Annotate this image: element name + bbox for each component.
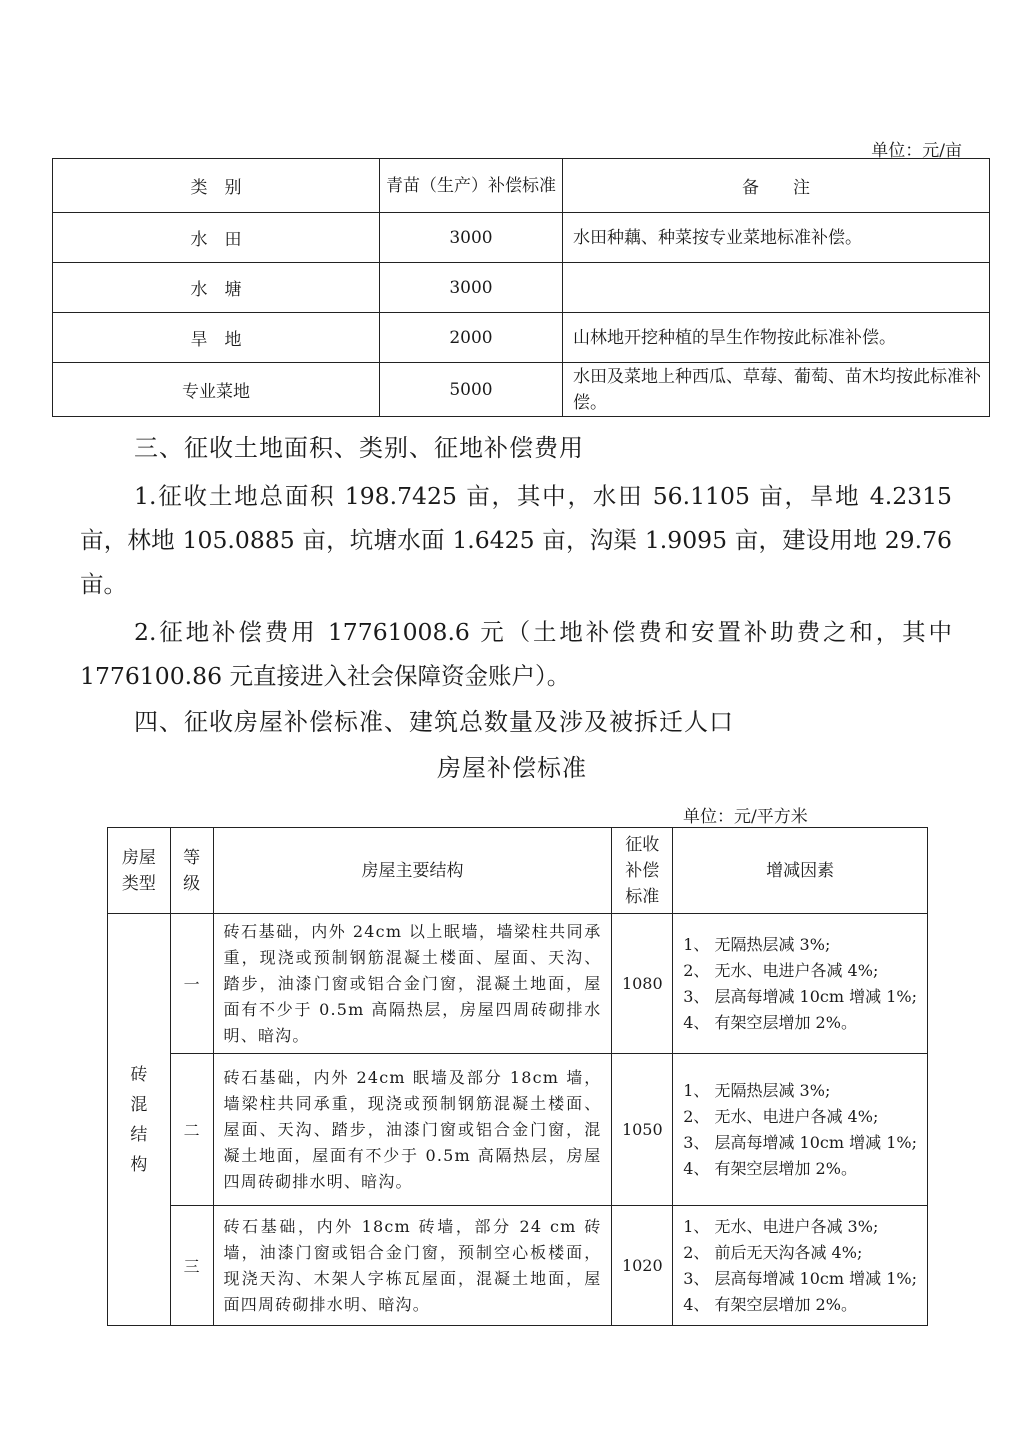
grade-cell: 二 — [170, 1054, 213, 1206]
grade-cell: 三 — [170, 1206, 213, 1326]
factors-cell — [673, 914, 928, 1054]
header-category: 类 别 — [53, 159, 380, 213]
table-row — [53, 363, 990, 417]
table1-unit: 单位：元/亩 — [871, 141, 962, 161]
factor-item: 4、 有架空层增加 2%。 — [683, 1012, 857, 1032]
section3-para2: 2.征地补偿费用 17761008.6 元（土地补偿费和安置补助费之和，其中 1776100.86 元直接进入社会保障资金账户）。 — [80, 618, 952, 690]
section3-heading: 三、征收土地面积、类别、征地补偿费用 — [134, 434, 584, 462]
factor-item: 3、 层高每增减 10cm 增减 1%; — [683, 1132, 917, 1152]
factors-cell — [673, 1054, 928, 1206]
table2-title: 房屋补偿标准 — [437, 754, 587, 782]
factor-item: 2、 无水、电进户各减 4%; — [683, 960, 879, 980]
row-standard: 3000 — [380, 263, 563, 313]
factor-item: 1、 无水、电进户各减 3%; — [683, 1216, 879, 1236]
structure-cell: 砖石基础，内外 18cm 砖墙，部分 24 cm 砖墙，油漆门窗或铝合金门窗，预制空心板楼面，现浇天沟、木架人字栋瓦屋面，混凝土地面，屋面四周砖砌排水明、暗沟。 — [213, 1206, 612, 1326]
house-compensation-table — [107, 827, 928, 1326]
crop-compensation-table — [52, 158, 990, 417]
row-category: 水 塘 — [53, 263, 380, 313]
header-house-type-text: 房屋类型 — [121, 847, 156, 894]
row-note — [563, 263, 990, 313]
row-note: 水田种藕、种菜按专业菜地标准补偿。 — [563, 213, 990, 263]
factor-item: 3、 层高每增减 10cm 增减 1%; — [683, 1268, 917, 1288]
row-standard: 3000 — [380, 213, 563, 263]
row-category: 专业菜地 — [53, 363, 380, 417]
row-standard: 2000 — [380, 313, 563, 363]
row-category: 旱 地 — [53, 313, 380, 363]
house-type-text: 砖混结构 — [130, 1064, 148, 1175]
row-standard: 5000 — [380, 363, 563, 417]
structure-cell: 砖石基础，内外 24cm 以上眠墙，墙梁柱共同承重，现浇或预制钢筋混凝土楼面、屋面、天沟、踏步，油漆门窗或铝合金门窗，混凝土地面，屋面有不少于 0.5m 高隔热层，房屋四周砖砌排水明、暗沟。 — [213, 914, 612, 1054]
header-standard — [612, 828, 673, 914]
factors-cell — [673, 1206, 928, 1326]
row-note: 山林地开挖种植的旱生作物按此标准补偿。 — [563, 313, 990, 363]
structure-cell: 砖石基础，内外 24cm 眠墙及部分 18cm 墙，墙梁柱共同承重，现浇或预制钢筋混凝土楼面、屋面、天沟、踏步，油漆门窗或铝合金门窗，混凝土地面，屋面有不少于 0.5m 高隔热层，房屋四周砖砌排水明、暗沟。 — [213, 1054, 612, 1206]
factor-item: 4、 有架空层增加 2%。 — [683, 1294, 857, 1314]
table-row — [108, 1054, 928, 1206]
standard-cell: 1080 — [612, 914, 673, 1054]
table-row — [53, 213, 990, 263]
header-structure: 房屋主要结构 — [213, 828, 612, 914]
header-factors: 增减因素 — [673, 828, 928, 914]
section4-heading: 四、征收房屋补偿标准、建筑总数量及涉及被拆迁人口 — [134, 708, 734, 736]
factor-item: 1、 无隔热层减 3%; — [683, 934, 831, 954]
factor-item: 2、 前后无天沟各减 4%; — [683, 1242, 863, 1262]
table-row — [53, 313, 990, 363]
table-row — [108, 1206, 928, 1326]
factor-item: 4、 有架空层增加 2%。 — [683, 1158, 857, 1178]
factor-item: 2、 无水、电进户各减 4%; — [683, 1106, 879, 1126]
table-row — [108, 914, 928, 1054]
standard-cell: 1020 — [612, 1206, 673, 1326]
table-row — [53, 263, 990, 313]
table-header-row — [108, 828, 928, 914]
factor-item: 3、 层高每增减 10cm 增减 1%; — [683, 986, 917, 1006]
row-note: 水田及菜地上种西瓜、草莓、葡萄、苗木均按此标准补偿。 — [563, 363, 990, 417]
header-grade — [170, 828, 213, 914]
house-type-cell — [108, 914, 171, 1326]
table2-unit: 单位：元/平方米 — [683, 807, 808, 827]
header-grade-text: 等级 — [183, 847, 201, 894]
factor-item: 1、 无隔热层减 3%; — [683, 1080, 831, 1100]
header-note: 备 注 — [563, 159, 990, 213]
header-standard: 青苗（生产）补偿标准 — [380, 159, 563, 213]
row-category: 水 田 — [53, 213, 380, 263]
grade-cell: 一 — [170, 914, 213, 1054]
header-house-type — [108, 828, 171, 914]
section3-para1: 1.征收土地总面积 198.7425 亩，其中，水田 56.1105 亩，旱地 4.2315 亩，林地 105.0885 亩，坑塘水面 1.6425 亩，沟渠 1.9095 亩，建设用地 29.76 亩。 — [80, 482, 952, 598]
standard-cell: 1050 — [612, 1054, 673, 1206]
table-header-row — [53, 159, 990, 213]
header-standard-text: 征收补偿标准 — [625, 834, 660, 907]
